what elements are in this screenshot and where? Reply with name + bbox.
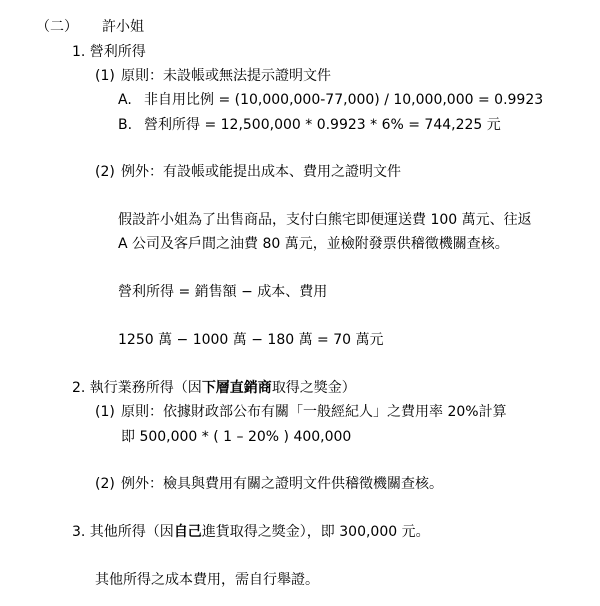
item1-exception-paragraph-line1: 假設許小姐為了出售商品，支付白熊宅即便運送費 100 萬元、往返 [118,212,532,228]
item2-principle-text: 原則：依據財政部公布有關「一般經紀人」之費用率 20%計算 [121,404,507,420]
item1-exception-text: 例外：有設帳或能提出成本、費用之證明文件 [121,164,401,180]
item2-heading-bold: 下層直銷商 [201,380,272,396]
item3-heading-post: 進貨取得之獎金），即 300,000 元。 [201,524,430,540]
item1-a-label: A. [118,92,132,108]
item1-b-label: B. [118,117,133,133]
item2-exception-text: 例外：檢具與費用有關之證明文件供稽徵機關查核。 [121,476,443,492]
item3-note: 其他所得之成本費用，需自行舉證。 [95,572,319,588]
section-number: （二） [36,19,78,35]
item3-heading-bold: 自己 [173,524,202,540]
item2-heading [72,378,356,398]
item2-principle-label: (1) [95,404,115,420]
item1-calculation: 1250 萬 − 1000 萬 − 180 萬 = 70 萬元 [118,332,384,348]
item1-b-text: 營利所得 = 12,500,000 * 0.9923 * 6% = 744,225 元 [144,117,501,133]
item3-heading-pre: 3. 其他所得（因 [72,524,174,540]
item1-principle-text: 原則：未設帳或無法提示證明文件 [121,68,331,84]
item1-a-text: 非自用比例 = (10,000,000-77,000) / 10,000,000 = 0.9923 [144,92,544,108]
item1-principle-label: (1) [95,68,115,84]
item3-heading [72,522,430,542]
item1-exception-paragraph-line2: A 公司及客戶間之油費 80 萬元，並檢附發票供稽徵機關查核。 [118,236,509,252]
item1-exception-label: (2) [95,164,115,180]
item2-heading-pre: 2. 執行業務所得（因 [72,380,202,396]
item1-formula: 營利所得 = 銷售額 − 成本、費用 [118,284,328,300]
item2-principle-calculation: 即 500,000 * ( 1 – 20% ) 400,000 [121,429,352,445]
item1-heading: 1. 營利所得 [72,44,146,60]
item2-heading-post: 取得之獎金） [271,380,356,396]
item2-exception-label: (2) [95,476,115,492]
section-title: 許小姐 [102,19,144,35]
